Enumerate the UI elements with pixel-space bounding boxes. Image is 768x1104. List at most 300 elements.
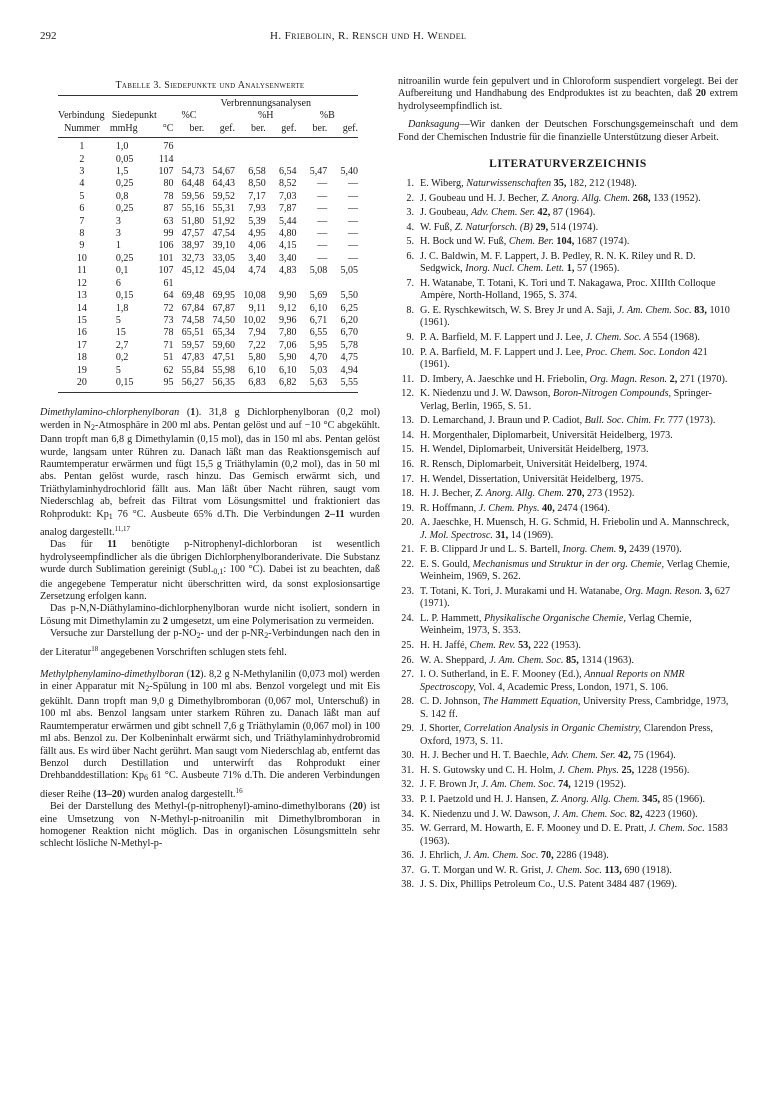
reference-authors: H. Wendel, Diplomarbeit, Universität Heidelberg, 1973.	[420, 444, 649, 456]
table-cell: 4,95	[248, 228, 266, 240]
reference-item	[398, 696, 738, 721]
header-boron: %B	[319, 110, 335, 122]
reference-volume: 40,	[539, 502, 555, 514]
text-run: - und der p-NR	[200, 628, 265, 640]
reference-number: 36.	[401, 850, 414, 862]
reference-authors: G. T. Morgan und W. R. Grist,	[420, 864, 547, 876]
paragraph-attempts	[40, 628, 380, 659]
table-cell: 71	[163, 339, 174, 351]
table-cell: 4,74	[248, 265, 266, 277]
table-cell: 106	[158, 240, 174, 252]
reference-volume: 104,	[553, 236, 575, 248]
table-cell: —	[348, 190, 358, 202]
reference-authors: W. Fuß,	[420, 221, 455, 233]
table-cell	[327, 278, 358, 290]
table-cell: —	[317, 178, 328, 190]
table-cell	[266, 278, 297, 290]
paragraph-nitrophenyl	[40, 539, 380, 603]
table-cell: 4,15	[278, 240, 297, 252]
reference-pages: 182, 212 (1948).	[566, 178, 637, 190]
reference-item	[398, 765, 738, 777]
compound-number: 11	[107, 539, 117, 551]
table-cell: 15	[76, 314, 87, 326]
text-run: ) ist eine Umsetzung von N-Methyl-p-nitroanilin mit Dimethylbromboran in homogener Reaktion nicht möglich. Das in organischen Lösungsmitteln sehr schlecht lösliche N-Methyl-p-	[40, 801, 380, 850]
table-row	[58, 303, 358, 315]
table-cell: 5,05	[340, 265, 358, 277]
reference-item	[398, 750, 738, 762]
reference-authors: H. Watanabe, T. Totani, K. Tori und T. Nakagawa, Proc. XIIIth Colloque Ampère, North-Holland, 1965, S. 374.	[420, 278, 716, 302]
reference-volume: 42,	[615, 750, 631, 762]
reference-number: 5.	[406, 236, 414, 248]
table-cell: 4,75	[340, 352, 358, 364]
text-run: : 100 °C). Dabei ist zu beachten, daß die angegebene Temperatur nicht überschritten wird, da sonst explosionsartige Zersetzung erfolgen kann.	[40, 564, 380, 603]
table-cell: 74,50	[212, 314, 235, 326]
table-cell: —	[317, 240, 328, 252]
table-cell: 45,12	[181, 265, 205, 277]
reference-journal: Proc. Chem. Soc. London	[585, 346, 690, 358]
table-cell: 65,34	[212, 327, 235, 339]
reference-pages: Springer-Verlag, Berlin, 1965, S. 51.	[420, 388, 712, 412]
table-cell: 65,51	[181, 327, 205, 339]
table-cell: 7,03	[278, 190, 297, 202]
reference-volume: 82,	[627, 808, 643, 820]
table-cell: 78	[163, 190, 174, 202]
reference-authors: K. Niedenzu und J. W. Dawson,	[420, 808, 553, 820]
reference-journal: Bull. Soc. Chim. Fr.	[584, 415, 666, 427]
table-cell: 107	[158, 166, 174, 178]
reference-number: 33.	[401, 793, 414, 805]
reference-item	[398, 794, 738, 806]
text-run: Das p-N,N-Diäthylamino-dichlorphenylboran wurde nicht isoliert, sondern in Lösung mit Dimethylamin zu	[40, 603, 380, 627]
table-row	[58, 240, 358, 252]
paragraph-continuation	[398, 76, 738, 113]
reference-number: 7.	[406, 278, 414, 289]
table-cell: 5,55	[327, 377, 358, 393]
reference-journal: Physikalische Organische Chemie,	[483, 612, 626, 624]
text-run: wurden analog dargestellt.	[40, 508, 380, 538]
reference-volume: 345,	[639, 793, 661, 805]
table-cell: 72	[163, 302, 174, 314]
acknowledgement-label: Danksagung	[408, 119, 460, 131]
table-cell: 5,78	[340, 339, 358, 351]
reference-number: 13.	[401, 415, 414, 427]
reference-number: 11.	[401, 373, 414, 385]
table-cell: 59,56	[181, 190, 205, 202]
table-cell: 3	[115, 228, 121, 240]
reference-number: 20.	[401, 517, 414, 529]
table-cell: 5,90	[278, 352, 297, 364]
reference-authors: K. Niedenzu und J. W. Dawson,	[420, 388, 553, 400]
reference-pages: 75 (1964).	[630, 750, 676, 762]
reference-number: 3.	[406, 207, 414, 219]
table-cell	[204, 278, 235, 290]
reference-journal: The Hammett Equation,	[482, 696, 581, 708]
right-column	[398, 76, 738, 894]
reference-number: 29.	[401, 723, 414, 735]
reference-journal: J. Chem. Soc.	[546, 864, 602, 876]
table-cell: 0,15	[106, 377, 151, 393]
reference-authors: H. S. Gutowsky und C. H. Holm,	[420, 764, 559, 776]
reference-authors: J. S. Dix, Phillips Petroleum Co., U.S. Patent 3484 487 (1969).	[420, 879, 677, 891]
reference-pages: 554 (1968).	[649, 332, 700, 343]
reference-journal: Boron-Nitrogen Compounds,	[553, 388, 672, 400]
table-cell: 1	[79, 141, 85, 153]
table-cell: 1,5	[115, 166, 129, 178]
reference-number: 9.	[406, 332, 414, 343]
table-cell: 14	[76, 302, 87, 314]
table-cell: 6,55	[309, 327, 328, 339]
compound-number: 20	[695, 88, 706, 100]
reference-volume: 270,	[564, 488, 585, 500]
table-cell: 47,54	[212, 228, 235, 240]
table-cell: 55,84	[181, 364, 205, 376]
reference-volume: 70,	[538, 850, 554, 862]
table-cell: 39,10	[212, 240, 235, 252]
paragraph-compound-1: Dimethylamino-chlorphenylboran (1). 31,8 g Dichlorphenylboran (0,2 mol) werden in $N_2$-Atmosphäre in 200 ml abs. Pentan gelöst und auf −10 °C abgekühlt. Dann tropft man 6,8 g Dimethylamin (0,15 mol), das in 150 ml abs. Pentan gelöst wurde, langsam unter Rühren zu. Danach läßt man das Reaktionsgemisch auf Raumtemperatur erwärmen und fügt 15,5 g Triäthylamin (0,2 mol), das in 50 ml abs. Pentan gelöst wurde, rasch hinzu. Das Gemisch erwärmt sich, und Triäthylaminhydrochlorid fällt aus. Man läßt über Nacht rühren, saugt vom Niederschlag ab, befreit das Filtrat vom Lösungsmittel und fraktioniert das Rohprodukt: $Kp_1$ 76 °C. Ausbeute 65% d.Th. Die Verbindungen 2–11 wurden analog dargestellt.$^{11,17}$	[40, 407, 380, 538]
table-cell: 45,04	[212, 265, 235, 277]
paragraph-compound-12: Methylphenylamino-dimethylboran (12). 8,2 g N-Methylanilin (0,073 mol) werden in einer Apparatur mit $N_2$-Spülung in 100 ml abs. Benzol vorgelegt und mit Eis gekühlt. Dann tropft man 9,0 g Dimethylbromboran (0,067 mol, Unterschuß) in 100 ml abs. Benzol langsam unter starkem Rühren zu. Danach läßt man auf Raumtemperatur erwärmen und gibt schnell 7,6 g Triäthylamin (0,067 mol) in 100 ml abs. Benzol zu. Der Kolbeninhalt erwärmt sich, und Triäthylaminhydrobromid fällt aus. Es wird über Nacht gerührt. Man saugt vom Niederschlag ab, entfernt das Benzol durch Destillation und unterwirft das Rohprodukt einer Drehbanddestillation: $Kp_6$ 61 °C. Ausbeute 71% d.Th. Die anderen Verbindungen dieser Reihe (13–20) wurden analog dargestellt.$^{16}$	[40, 669, 381, 800]
reference-pages: 1219 (1952).	[570, 779, 627, 791]
reference-journal: J. Chem. Phys.	[478, 502, 540, 514]
text-run: benötigte p-Nitrophenyl-dichlorboran ist wesentlich hydrolyseempfindlicher als die übrigen Dichlorphenylboranderivate. Die Substanz wurde durch Sublimation gereinigt (Subl.	[40, 539, 380, 576]
reference-journal: J. Chem. Phys.	[558, 764, 619, 776]
text-run: Das für	[50, 539, 108, 551]
table-cell: 17	[76, 339, 87, 351]
reference-pages: 777 (1973).	[665, 415, 716, 427]
reference-number: 8.	[406, 305, 414, 316]
table-row	[58, 191, 358, 203]
table-cell: 0,8	[115, 190, 129, 202]
table-row	[58, 154, 358, 166]
reference-journal: J. Am. Chem. Soc.	[617, 305, 692, 316]
table-cell: 74,58	[181, 314, 205, 326]
reference-number: 35.	[401, 823, 414, 835]
reference-item	[398, 879, 738, 891]
table-cell: 5,44	[278, 215, 297, 227]
table-cell	[296, 138, 327, 154]
table-cell: 6,10	[248, 364, 266, 376]
table-cell: 13	[76, 290, 87, 302]
table-cell: 6,58	[248, 166, 266, 178]
reference-volume: 53,	[515, 639, 531, 651]
reference-item	[398, 251, 738, 276]
reference-item	[398, 669, 738, 694]
reference-item	[398, 779, 738, 791]
table-cell: 4,83	[278, 265, 297, 277]
reference-journal: Inorg. Nucl. Chem. Lett.	[465, 263, 565, 275]
reference-authors: T. Totani, K. Tori, J. Murakami und H. Watanabe,	[420, 585, 625, 597]
table-cell	[327, 138, 358, 154]
table-cell: 59,60	[212, 339, 235, 351]
reference-authors: W. A. Sheppard,	[420, 654, 490, 666]
table-cell: 5,39	[248, 215, 266, 227]
table-cell: 107	[158, 265, 174, 277]
table-cell: 10	[76, 252, 87, 264]
reference-authors: J. Ehrlich,	[420, 850, 465, 862]
table-cell: 7,94	[248, 327, 266, 339]
reference-number: 12.	[401, 388, 414, 400]
table-cell: 16	[76, 327, 87, 339]
table-cell: 87	[163, 203, 174, 215]
reference-number: 22.	[401, 558, 414, 570]
left-column	[40, 76, 380, 851]
reference-journal: Mechanismus und Struktur in der org. Chemie,	[472, 558, 665, 570]
reference-item	[398, 640, 738, 652]
header-siedepunkt: Siedepunkt	[111, 110, 157, 122]
table-cell: 6,10	[278, 364, 297, 376]
reference-journal: J. Chem. Soc. A	[585, 332, 650, 343]
table-row	[58, 327, 358, 339]
table-cell: 6,10	[309, 302, 328, 314]
reference-journal: J. Am. Chem. Soc.	[553, 808, 628, 820]
reference-pages: University Press, Cambridge, 1973, S. 142 ff.	[420, 696, 729, 720]
table-cell: 56,35	[204, 377, 235, 393]
table-cell: 2,7	[115, 339, 129, 351]
reference-item	[398, 430, 738, 442]
table-cell: 56,27	[173, 377, 204, 393]
header-verbindung: Verbindung	[58, 110, 105, 122]
reference-journal: Z. Anorg. Allg. Chem.	[550, 793, 640, 805]
reference-item	[398, 444, 738, 456]
table-row	[58, 216, 358, 228]
table-cell: 10,08	[243, 290, 266, 302]
text-run: ). 8,2 g N-Methylanilin (0,073 mol) werden in einer Apparatur mit N	[40, 669, 380, 693]
reference-authors: H. J. Becher und H. T. Baechle,	[420, 750, 552, 762]
reference-journal: Chem. Ber.	[508, 236, 554, 248]
table-cell: —	[317, 190, 328, 202]
table-cell: 5,63	[296, 377, 327, 393]
table-cell: 3	[79, 166, 85, 178]
table-cell: 20	[58, 377, 106, 393]
reference-journal: Z. Naturforsch. (B)	[454, 221, 533, 233]
table-cell: —	[348, 178, 358, 190]
table-row	[58, 253, 358, 265]
reference-authors: P. I. Paetzold und H. J. Hansen,	[420, 793, 551, 805]
table-cell: 64,48	[181, 178, 205, 190]
reference-number: 18.	[401, 488, 414, 500]
reference-journal: Naturwissenschaften	[466, 178, 552, 190]
text-run: umgesetzt, um eine Polymerisation zu vermeiden.	[167, 615, 374, 627]
reference-item	[398, 459, 738, 471]
reference-authors: D. Lemarchand, J. Braun und P. Cadiot,	[420, 415, 585, 427]
table-cell: 11	[77, 265, 87, 277]
reference-pages: 1010 (1961).	[420, 305, 730, 329]
table-cell: 54,67	[212, 166, 235, 178]
reference-pages: Vol. 4, Academic Press, London, 1971, S. 106.	[475, 681, 669, 693]
table-cell: 51,80	[181, 215, 205, 227]
reference-number: 2.	[406, 192, 414, 204]
text-run: extrem hydrolyseempfindlich ist.	[398, 88, 738, 112]
table-cell: 7,06	[278, 339, 297, 351]
reference-journal: Annual Reports on NMR Spectroscopy,	[420, 669, 685, 693]
text-run: ). 31,8 g Dichlorphenylboran (0,2 mol) werden in N	[40, 407, 380, 431]
reference-number: 14.	[401, 429, 414, 441]
reference-authors: E. S. Gould,	[420, 558, 473, 570]
reference-pages: 271 (1970).	[677, 373, 728, 385]
table-cell: 69,48	[181, 290, 205, 302]
reference-item	[398, 503, 738, 515]
reference-pages: 1687 (1974).	[574, 236, 630, 248]
table-cell: 47,51	[212, 352, 235, 364]
reference-journal: Inorg. Chem.	[562, 544, 617, 556]
reference-pages: 514 (1974).	[548, 221, 599, 233]
compound-name: Methylphenylamino-dimethylboran	[40, 669, 184, 681]
reference-authors: J. Goubeau,	[420, 207, 471, 219]
table-cell: 76	[163, 141, 174, 153]
table-cell: 6	[115, 277, 121, 289]
reference-authors: H. Bock und W. Fuß,	[420, 236, 509, 248]
table-cell: 6,70	[340, 327, 358, 339]
reference-pages: 2286 (1948).	[553, 850, 609, 862]
reference-item	[398, 388, 738, 413]
table-row	[58, 340, 358, 352]
table-cell: —	[317, 252, 328, 264]
table-row	[58, 166, 358, 178]
header-nummer: Nummer	[58, 123, 106, 138]
table-cell: 10,02	[243, 314, 266, 326]
table-cell: 67,84	[181, 302, 205, 314]
subscript: 2	[264, 631, 269, 641]
table-cell: 55,16	[181, 203, 205, 215]
reference-authors: L. P. Hammett,	[420, 612, 484, 624]
boiling-points-analysis-table	[58, 95, 358, 393]
compound-number: 1	[190, 407, 196, 419]
subscript: 2	[91, 422, 96, 432]
text-run: 76 °C. Ausbeute 65% d.Th. Die Verbindungen	[112, 508, 325, 520]
reference-pages: Verlag Chemie, Weinheim, 1973, S. 353.	[420, 612, 692, 637]
table-caption: Tabelle 3. Siedepunkte und Analysenwerte	[115, 80, 305, 91]
reference-authors: F. B. Clippard Jr und L. S. Bartell,	[420, 544, 563, 556]
table-cell: 0,25	[115, 252, 134, 264]
header-ber-b: ber.	[296, 123, 327, 138]
reference-pages: 222 (1953).	[530, 639, 581, 651]
reference-journal: J. Mol. Spectrosc.	[420, 529, 493, 541]
reference-number: 16.	[401, 458, 414, 470]
reference-pages: Clarendon Press, Oxford, 1973, S. 11.	[420, 723, 713, 747]
header-ber-h: ber.	[235, 123, 266, 138]
table-cell	[173, 278, 204, 290]
reference-authors: P. A. Barfield, M. F. Lappert und J. Lee,	[420, 346, 586, 358]
table-cell: 6	[79, 203, 85, 215]
citation-superscript: 11,17	[114, 525, 130, 533]
table-cell: —	[348, 240, 358, 252]
table-cell: 0,25	[115, 178, 134, 190]
header-degc: °C	[151, 123, 174, 138]
reference-item	[398, 222, 738, 234]
compound-range: 13–20	[96, 788, 123, 800]
reference-authors: P. A. Barfield, M. F. Lappert und J. Lee,	[420, 332, 586, 343]
reference-authors: I. O. Sutherland, in E. F. Mooney (Ed.),	[420, 669, 585, 681]
table-cell: 4,06	[248, 240, 266, 252]
reference-authors: G. E. Ryschkewitsch, W. S. Brey Jr und A. Saji,	[420, 305, 618, 316]
table-cell: 7,87	[278, 203, 297, 215]
reference-item	[398, 305, 738, 330]
reference-authors: H. Wendel, Dissertation, Universität Heidelberg, 1975.	[420, 473, 644, 485]
table-cell: 6,71	[309, 314, 328, 326]
table-cell: 9,90	[278, 290, 297, 302]
reference-volume: 9,	[616, 544, 627, 556]
table-row	[58, 138, 358, 154]
reference-authors: A. Jaeschke, H. Muensch, H. G. Schmid, H. Friebolin und A. Mannschreck,	[420, 517, 730, 529]
table-cell: 99	[163, 228, 174, 240]
col-group-header: Verbrennungsanalysen	[173, 96, 358, 111]
table-row	[58, 278, 358, 290]
reference-journal: Adv. Chem. Ser.	[470, 207, 535, 219]
table-cell	[327, 154, 358, 166]
table-cell: 61	[163, 277, 174, 289]
compound-number: 2	[162, 615, 168, 627]
reference-pages: 627 (1971).	[420, 585, 731, 610]
reference-journal: Z. Anorg. Allg. Chem.	[475, 488, 565, 500]
table-cell: 5	[115, 364, 121, 376]
table-cell: 95	[151, 377, 174, 393]
text-run: angegebenen Vorschriften schlugen stets fehl.	[98, 646, 287, 658]
table-cell: 12	[76, 277, 87, 289]
reference-journal: J. Am. Chem. Soc.	[489, 654, 564, 666]
table-cell: 3	[115, 215, 121, 227]
reference-journal: J. Chem. Soc.	[649, 823, 705, 835]
table-cell: 64,43	[212, 178, 235, 190]
table-cell: 59,52	[212, 190, 235, 202]
reference-authors: J. C. Baldwin, M. F. Lappert, J. B. Pedley, R. N. K. Riley und R. D. Sedgwick,	[420, 251, 696, 275]
reference-item	[398, 655, 738, 667]
table-cell: 0,15	[115, 290, 134, 302]
reference-volume: 42,	[534, 207, 551, 219]
reference-number: 17.	[401, 473, 414, 485]
reference-number: 10.	[401, 346, 414, 358]
table-row	[58, 290, 358, 302]
compound-range: 2–11	[324, 508, 345, 520]
reference-number: 4.	[406, 221, 414, 233]
table-cell: 6,20	[340, 314, 358, 326]
compound-number: 12	[189, 669, 201, 681]
reference-journal: J. Am. Chem. Soc.	[464, 850, 539, 862]
reference-volume: 113,	[601, 864, 622, 876]
reference-journal: J. Am. Chem. Soc.	[481, 779, 556, 791]
table-cell: 38,97	[181, 240, 205, 252]
reference-authors: J. Goubeau und H. J. Becher,	[420, 192, 542, 204]
table-cell: 67,87	[212, 302, 235, 314]
reference-item	[398, 586, 738, 611]
reference-authors: E. Wiberg,	[420, 178, 467, 190]
reference-volume: 29,	[532, 221, 549, 233]
table-cell: 7,17	[248, 190, 266, 202]
reference-number: 38.	[401, 879, 414, 891]
table-cell: 51,92	[212, 215, 235, 227]
table-cell: 6,25	[340, 302, 358, 314]
table-cell: 8,50	[248, 178, 266, 190]
table-cell: 3,40	[278, 252, 297, 264]
reference-list	[398, 178, 738, 892]
reference-pages: 2474 (1964).	[554, 502, 610, 514]
reference-item	[398, 332, 738, 344]
table-cell: 1,8	[115, 302, 129, 314]
table-cell: —	[348, 252, 358, 264]
table-cell: 3,40	[248, 252, 266, 264]
table-cell: 4,94	[340, 364, 358, 376]
reference-item	[398, 544, 738, 556]
table-cell: 5,50	[340, 290, 358, 302]
table-cell: 9,96	[278, 314, 297, 326]
table-cell: 6,83	[235, 377, 266, 393]
reference-item	[398, 474, 738, 486]
table-cell: —	[348, 203, 358, 215]
text-run: —Wir danken der Deutschen Forschungsgemeinschaft und dem Fond der Chemischen Industrie für die finanzielle Unterstützung dieser Arbeit.	[398, 119, 738, 143]
table-cell: 5,47	[309, 166, 328, 178]
reference-number: 21.	[401, 544, 414, 556]
reference-volume: 83,	[691, 305, 707, 316]
reference-item	[398, 723, 738, 748]
